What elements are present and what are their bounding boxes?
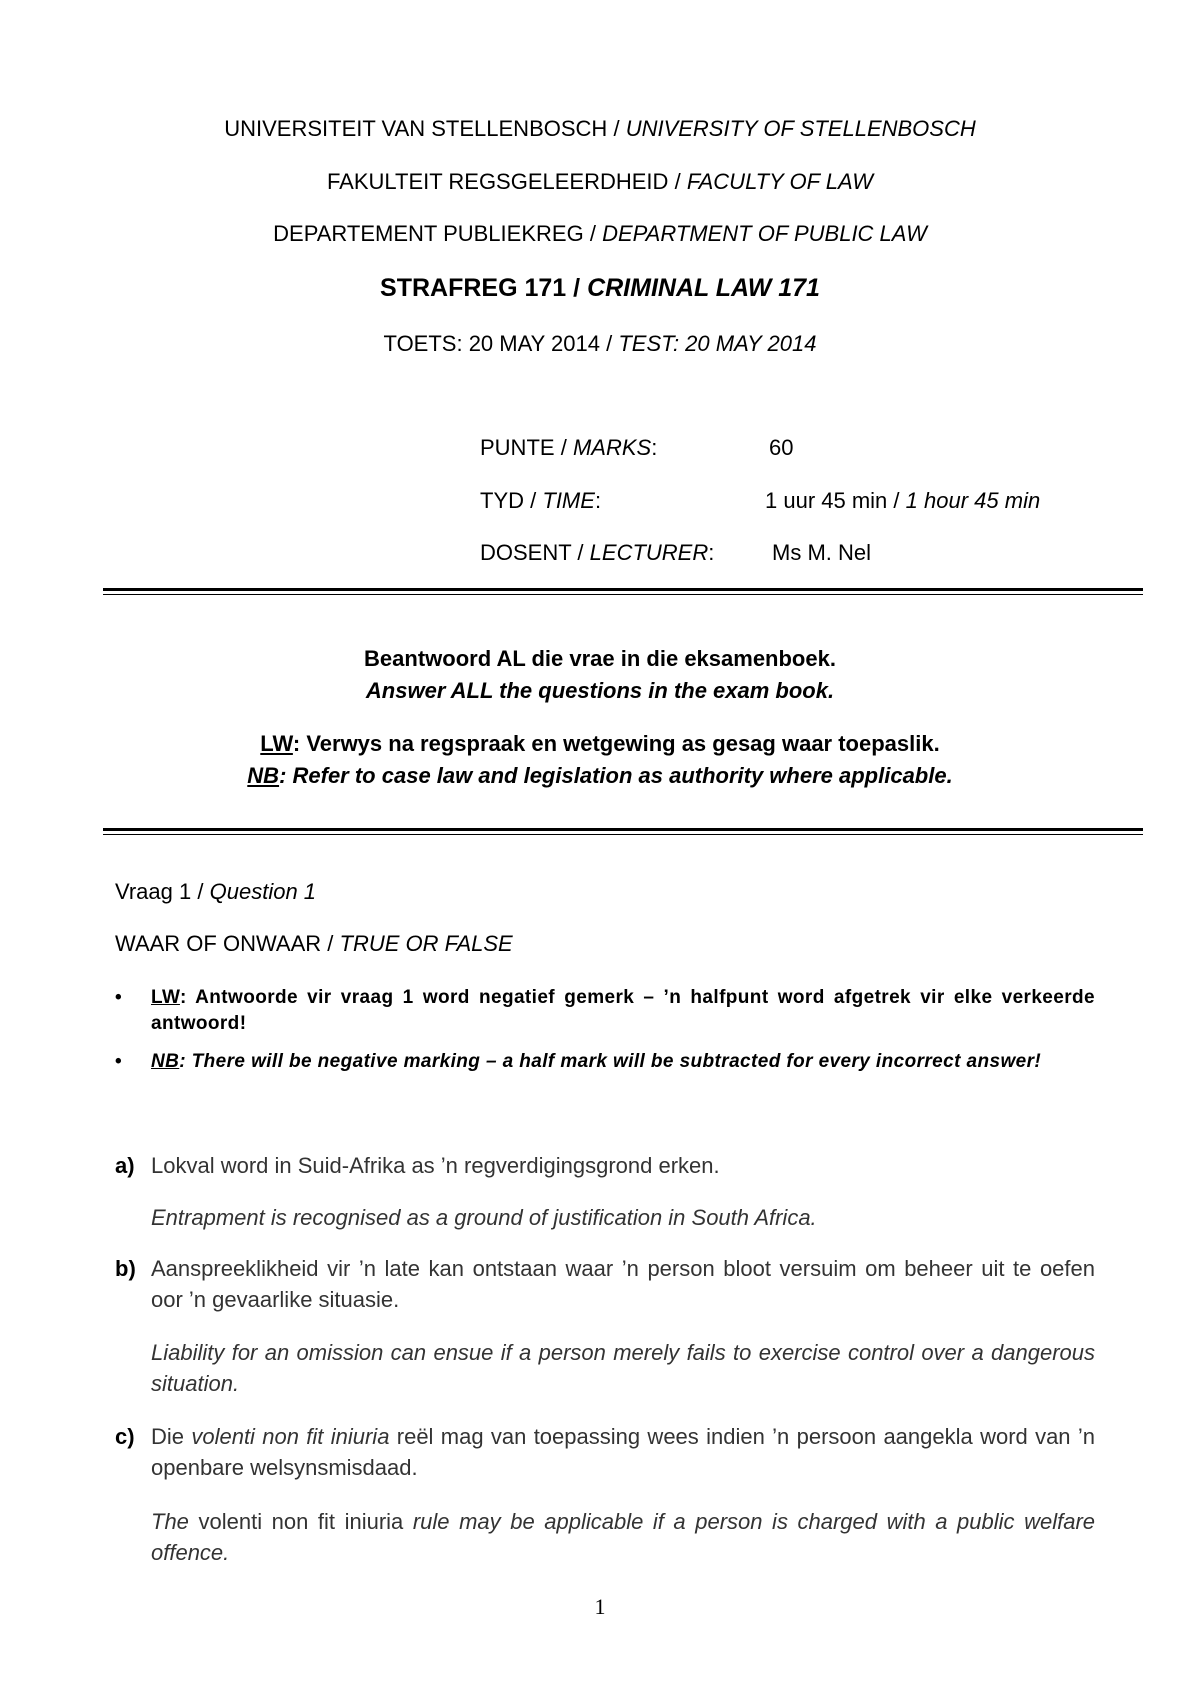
course-title: [0, 274, 1200, 303]
separator: /: [674, 169, 681, 194]
question-heading: Vraag 1 / Question 1: [115, 879, 317, 904]
test-af: TOETS: 20 MAY 2014: [383, 331, 600, 356]
lecturer-label: DOSENT / LECTURER:: [480, 540, 715, 565]
double-rule-bottom: [103, 828, 1143, 835]
time-label: TYD / TIME:: [480, 488, 602, 513]
separator: /: [613, 116, 620, 141]
university-af: UNIVERSITEIT VAN STELLENBOSCH: [224, 116, 608, 141]
time-value: 1 uur 45 min / 1 hour 45 min: [765, 488, 1041, 513]
university-en: UNIVERSITY OF STELLENBOSCH: [625, 116, 976, 141]
department-heading: [0, 221, 1200, 247]
department-en: DEPARTMENT OF PUBLIC LAW: [602, 221, 927, 246]
university-heading: [0, 116, 1200, 142]
double-rule-top: [103, 588, 1143, 595]
course-en: CRIMINAL LAW 171: [587, 274, 820, 302]
instruction-en: Answer ALL the questions in the exam book.: [365, 678, 835, 703]
lecturer-value: Ms M. Nel: [772, 540, 871, 565]
faculty-heading: [0, 169, 1200, 195]
course-af: STRAFREG 171: [380, 274, 567, 302]
question-type: WAAR OF ONWAAR / TRUE OR FALSE: [115, 931, 513, 956]
test-date: [0, 331, 1200, 357]
separator: /: [589, 221, 596, 246]
faculty-en: FACULTY OF LAW: [686, 169, 874, 194]
test-en: TEST: 20 MAY 2014: [618, 331, 817, 356]
separator: /: [573, 274, 581, 302]
separator: /: [606, 331, 613, 356]
instruction-af: Beantwoord AL die vrae in die eksamenboek.: [364, 646, 836, 671]
page-number: 1: [594, 1594, 606, 1619]
marks-label: PUNTE / MARKS:: [480, 435, 658, 460]
note-en: NB: Refer to case law and legislation as authority where applicable.: [247, 763, 953, 788]
faculty-af: FAKULTEIT REGSGELEERDHEID: [326, 169, 669, 194]
note-af: LW: Verwys na regspraak en wetgewing as gesag waar toepaslik.: [260, 731, 940, 756]
department-af: DEPARTEMENT PUBLIEKREG: [273, 221, 584, 246]
marks-value: 60: [769, 435, 794, 460]
